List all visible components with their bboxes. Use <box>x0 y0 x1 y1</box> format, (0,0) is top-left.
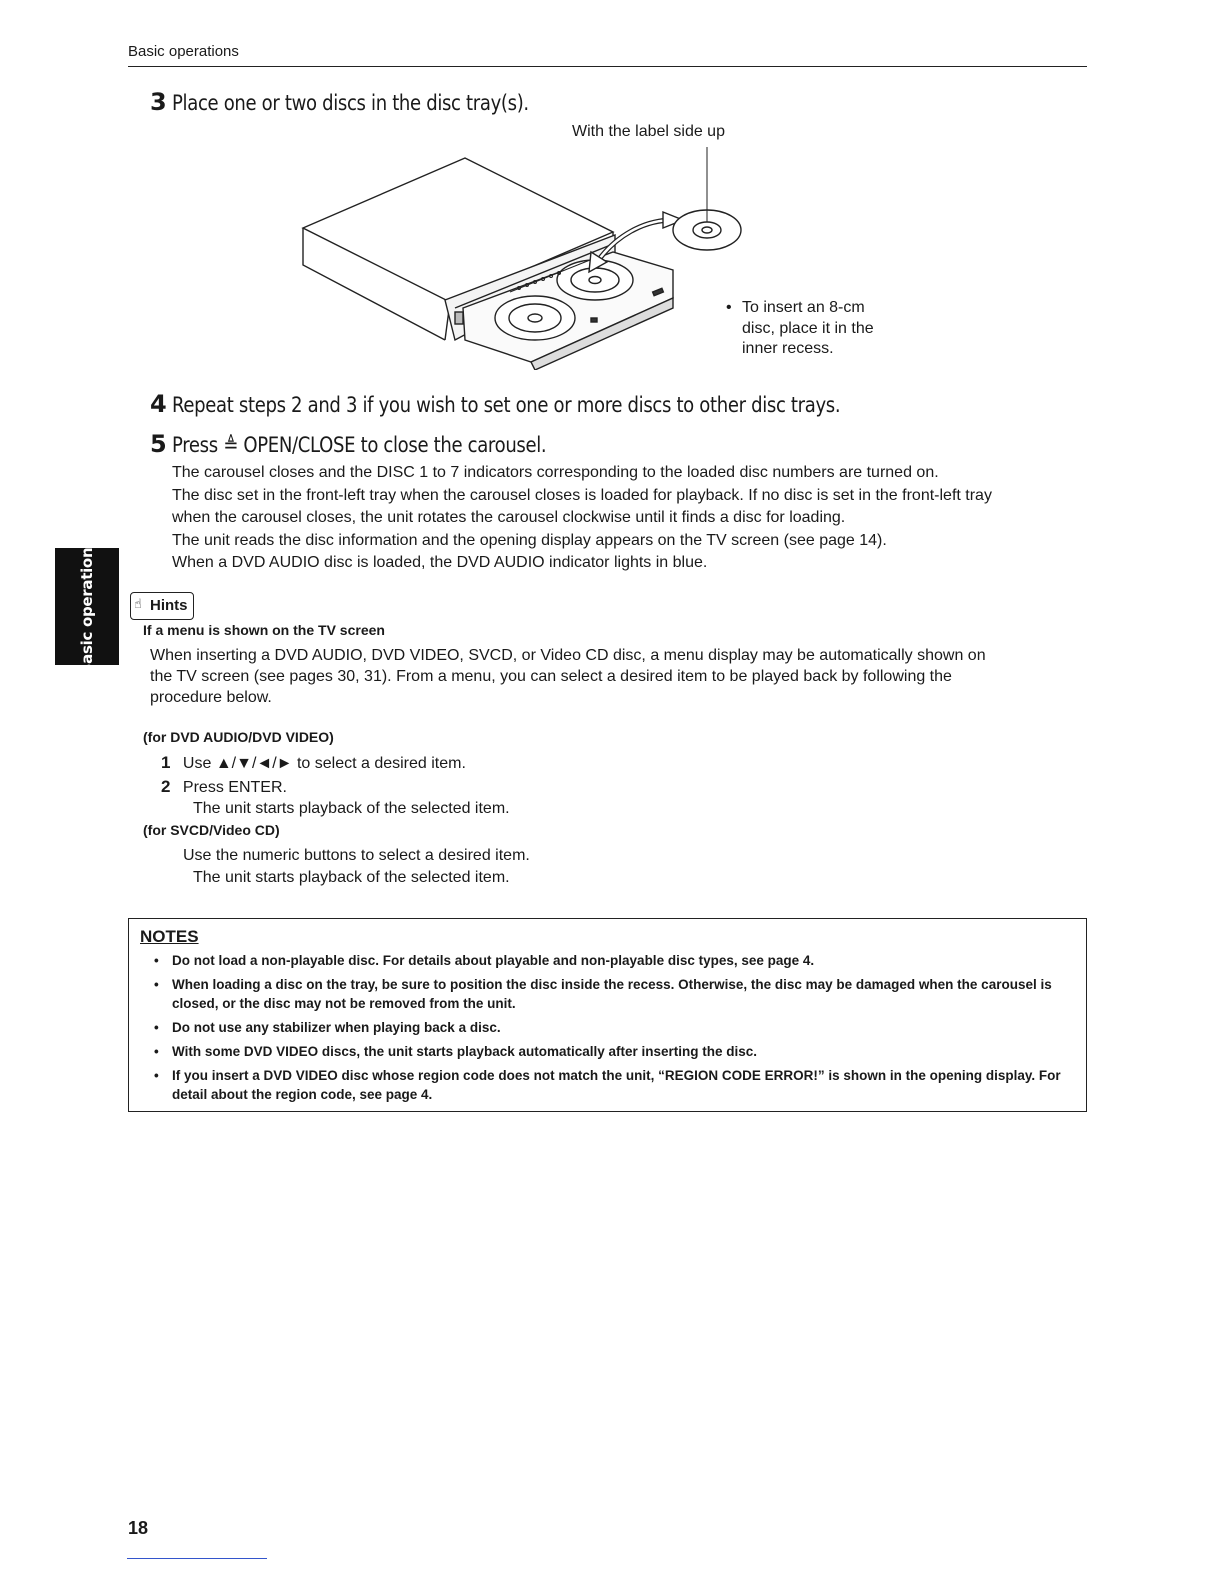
step-number: 3 <box>150 88 167 116</box>
disc-carousel-illustration <box>295 140 755 370</box>
step-3-heading <box>150 88 587 116</box>
hints-label: Hints <box>150 597 188 614</box>
body-line: the TV screen (see pages 30, 31). From a menu, you can select a desired item to be played back by following the <box>150 668 952 685</box>
dvd-step-2 <box>161 777 287 797</box>
body-line: When inserting a DVD AUDIO, DVD VIDEO, SVCD, or Video CD disc, a menu display may be automatically shown on <box>150 647 986 664</box>
label-side-callout: With the label side up <box>572 123 725 140</box>
footer-link-rule <box>127 1558 267 1559</box>
body-line: procedure below. <box>150 689 272 706</box>
step-number: 1 <box>161 753 171 772</box>
section-side-tab <box>55 538 119 675</box>
step-text: Press ENTER. <box>182 779 287 796</box>
page-number: 18 <box>128 1518 149 1538</box>
step-5-body <box>172 462 1092 575</box>
header-rule <box>128 66 1087 67</box>
step-number: 4 <box>150 390 167 418</box>
hints-badge <box>130 592 194 620</box>
dvd-subheading: (for DVD AUDIO/DVD VIDEO) <box>143 729 334 745</box>
note-item: • When loading a disc on the tray, be sure to position the disc inside the recess. Otherwise, the disc may be damaged when the carousel is closed, or the disc may not be removed from the unit. <box>154 977 1052 1011</box>
svcd-subheading: (for SVCD/Video CD) <box>143 822 280 838</box>
step-4-heading <box>150 390 949 418</box>
note-line: To insert an 8-cm <box>742 299 865 316</box>
note-item: • Do not use any stabilizer when playing back a disc. <box>154 1020 501 1035</box>
bullet: • <box>726 299 732 316</box>
body-line: The disc set in the front-left tray when the carousel closes is loaded for playback. If no disc is set in the front-left tray <box>172 486 992 504</box>
dvd-step-1 <box>161 753 466 773</box>
note-item: • Do not load a non-playable disc. For details about playable and non-playable disc types, see page 4. <box>154 953 815 968</box>
notes-box <box>128 918 1087 1112</box>
side-tab-label: Basic operations <box>78 538 96 675</box>
note-line: disc, place it in the <box>742 319 874 337</box>
body-line: when the carousel closes, the unit rotates the carousel clockwise until it finds a disc for loading. <box>172 509 846 526</box>
step-number: 5 <box>150 430 167 458</box>
dvd-result: The unit starts playback of the selected item. <box>193 800 510 817</box>
body-line: When a DVD AUDIO disc is loaded, the DVD AUDIO indicator lights in blue. <box>172 554 708 571</box>
svcd-result: The unit starts playback of the selected item. <box>193 869 510 886</box>
notes-title: NOTES <box>140 927 199 946</box>
note-item: • With some DVD VIDEO discs, the unit starts playback automatically after inserting the disc. <box>154 1044 758 1059</box>
body-line: The unit reads the disc information and the opening display appears on the TV screen (see page 14). <box>172 531 887 549</box>
step-text: Use ▲/▼/◄/► to select a desired item. <box>182 755 466 772</box>
notes-list <box>151 951 1076 1109</box>
hand-pointer-icon: ☝ <box>134 596 142 611</box>
running-header: Basic operations <box>128 43 239 60</box>
svcd-instruction: Use the numeric buttons to select a desired item. <box>183 847 530 864</box>
step-text: Place one or two discs in the disc tray(s). <box>171 91 529 115</box>
eight-cm-disc-note <box>726 298 874 360</box>
body-line: The carousel closes and the DISC 1 to 7 indicators corresponding to the loaded disc numbers are turned on. <box>172 464 939 481</box>
hint-body <box>150 645 1090 708</box>
hint-title: If a menu is shown on the TV screen <box>143 622 385 638</box>
note-item: • If you insert a DVD VIDEO disc whose region code does not match the unit, “REGION CODE ERROR!” is shown in the opening display. For detail about the region code, see page 4. <box>154 1068 1061 1102</box>
note-line: inner recess. <box>742 340 834 357</box>
step-number: 2 <box>161 777 171 796</box>
step-text: Repeat steps 2 and 3 if you wish to set one or more discs to other disc trays. <box>171 393 841 417</box>
step-text: Press ≜ OPEN/CLOSE to close the carousel. <box>171 433 547 457</box>
step-5-heading <box>150 430 607 458</box>
